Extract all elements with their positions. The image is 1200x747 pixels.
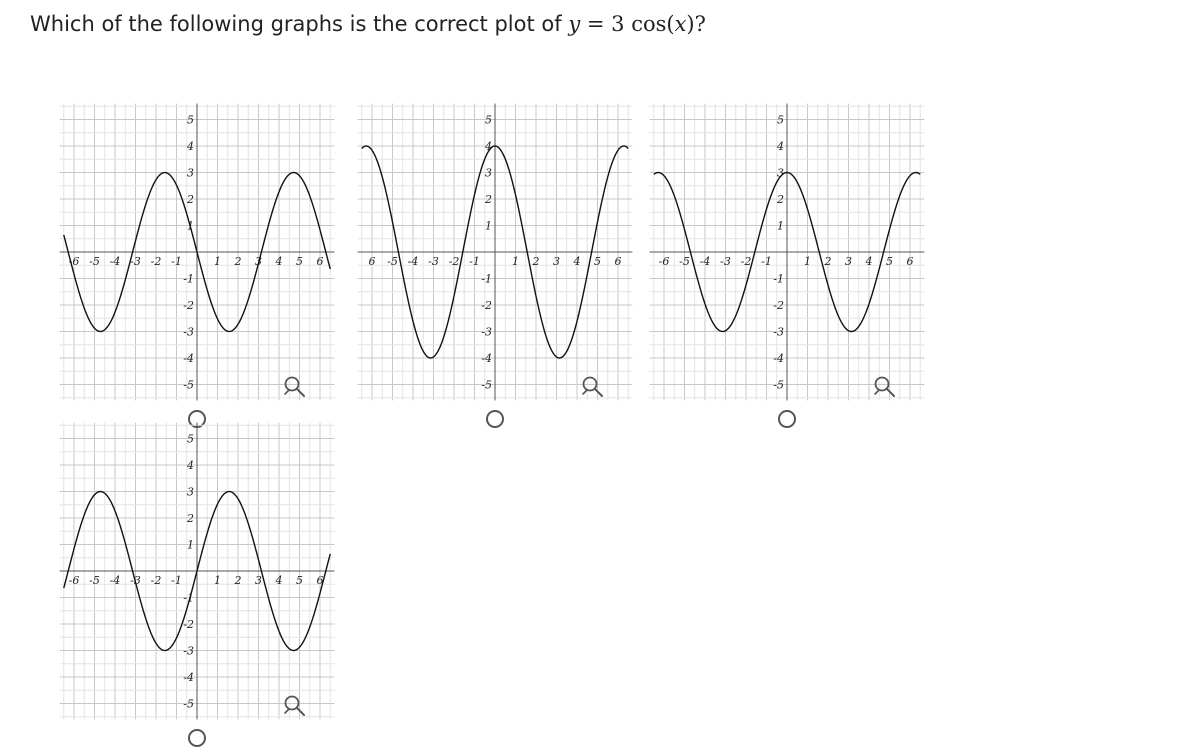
y-tick-label: 5 [187,113,194,127]
y-tick-label: -2 [183,618,194,631]
x-tick-label: 2 [824,255,832,268]
graph-c [622,56,914,392]
x-tick-label: 3 [845,255,852,268]
y-tick-label: 4 [777,140,784,153]
radio-button-b[interactable] [486,410,504,428]
y-tick-label: -4 [773,352,784,365]
x-tick-label: 6 [614,255,622,268]
radio-button-c[interactable] [778,410,796,428]
answer-option-b[interactable] [330,56,622,392]
y-tick-label: 3 [777,166,784,180]
y-tick-label: -1 [773,272,784,286]
math-suffix: )? [686,12,706,36]
x-tick-label: -1 [761,255,772,268]
x-tick-label: 5 [886,255,893,268]
y-tick-label: 4 [485,140,492,153]
math-equals: = [580,12,612,36]
x-tick-label: -5 [387,255,398,268]
x-tick-label: 6 [906,255,914,268]
answer-option-c[interactable] [622,56,914,392]
y-tick-label: 5 [777,113,784,127]
x-tick-label: 2 [234,255,242,268]
y-tick-label: 5 [485,113,492,127]
x-tick-label: -5 [89,574,100,587]
y-tick-label: 1 [187,219,194,233]
y-tick-label: -5 [481,378,492,392]
x-tick-label: -6 [68,255,80,268]
y-tick-label: -3 [183,644,194,658]
y-tick-label: 2 [777,193,784,206]
x-tick-label: -4 [699,255,711,268]
y-tick-label: -3 [773,325,784,339]
x-tick-label: 1 [214,574,221,587]
x-tick-label: 3 [553,255,560,268]
x-tick-label: -1 [469,255,480,268]
y-tick-label: -4 [183,671,194,684]
x-tick-label: -6 [68,574,80,587]
math-var-x: x [674,12,687,36]
y-tick-label: -1 [183,272,194,286]
y-tick-label: 5 [187,432,194,446]
y-tick-label: 2 [485,193,492,206]
x-tick-label: 4 [275,574,283,587]
answer-option-d[interactable] [32,375,324,711]
x-tick-label: -1 [171,255,182,268]
y-tick-label: 3 [187,485,194,499]
math-var-y: y [568,12,581,36]
x-tick-label: -4 [109,255,121,268]
x-tick-label: -2 [740,255,752,268]
x-tick-label: -3 [130,574,141,587]
x-tick-label: -3 [130,255,141,268]
graph-d [32,375,324,711]
x-tick-label: 3 [255,255,262,268]
radio-button-d[interactable] [188,729,206,747]
x-tick-label: 4 [573,255,581,268]
y-tick-label: 2 [187,193,194,206]
question-math [568,12,706,36]
y-tick-label: -5 [183,378,194,392]
x-tick-label: -2 [150,255,162,268]
x-tick-label: 4 [865,255,873,268]
x-tick-label: 6 [316,255,324,268]
y-tick-label: -4 [481,352,492,365]
y-tick-label: -3 [183,325,194,339]
x-tick-label: -2 [448,255,460,268]
x-tick-label: 1 [512,255,519,268]
x-tick-label: 2 [532,255,540,268]
y-tick-label: 4 [187,140,194,153]
x-tick-label: 5 [594,255,601,268]
y-tick-label: 4 [187,459,194,472]
y-tick-label: 3 [485,166,492,180]
x-tick-label: 6 [316,574,324,587]
x-tick-label: 6 [368,255,376,268]
y-tick-label: -2 [773,299,784,312]
y-tick-label: 1 [777,219,784,233]
x-tick-label: -5 [89,255,100,268]
math-coef: 3 [611,12,625,36]
x-tick-label: 2 [234,574,242,587]
graph-b [330,56,622,392]
question-text [30,12,706,36]
magnifier-icon[interactable] [580,375,606,399]
y-tick-label: 1 [485,219,492,233]
magnifier-icon[interactable] [872,375,898,399]
y-tick-label: -3 [481,325,492,339]
y-tick-label: -2 [481,299,492,312]
y-tick-label: -2 [183,299,194,312]
x-tick-label: -4 [407,255,419,268]
y-tick-label: -4 [183,352,194,365]
x-tick-label: -5 [679,255,690,268]
x-tick-label: -2 [150,574,162,587]
y-tick-label: -5 [183,697,194,711]
x-tick-label: -1 [171,574,182,587]
x-tick-label: -6 [658,255,670,268]
y-tick-label: 3 [187,166,194,180]
y-tick-label: -1 [481,272,492,286]
x-tick-label: 3 [255,574,262,587]
magnifier-icon[interactable] [282,694,308,718]
math-func: cos( [624,12,675,36]
x-tick-label: 5 [296,255,303,268]
question-prefix: Which of the following graphs is the correct plot of [30,12,569,36]
graph-a [32,56,324,392]
x-tick-label: 5 [296,574,303,587]
y-tick-label: 1 [187,538,194,552]
x-tick-label: -3 [428,255,439,268]
answer-option-a[interactable] [32,56,324,392]
y-tick-label: -5 [773,378,784,392]
x-tick-label: 1 [804,255,811,268]
x-tick-label: 1 [214,255,221,268]
x-tick-label: -4 [109,574,121,587]
x-tick-label: -3 [720,255,731,268]
y-tick-label: -1 [183,591,194,605]
y-tick-label: 2 [187,512,194,525]
x-tick-label: 4 [275,255,283,268]
